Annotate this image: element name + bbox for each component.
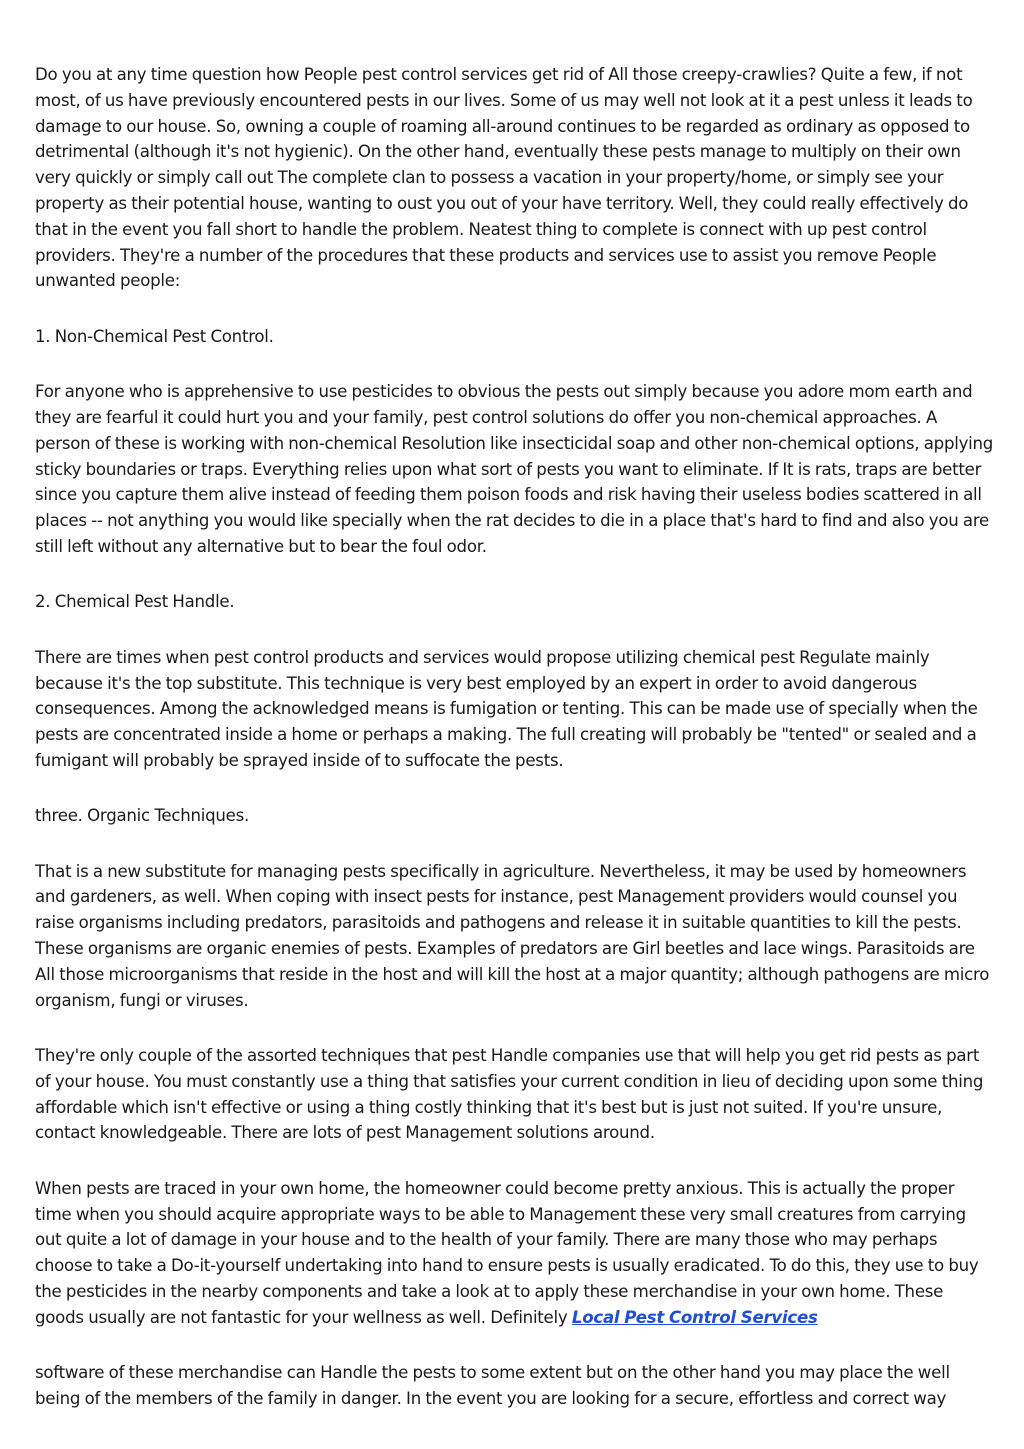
paragraph-non-chemical: For anyone who is apprehensive to use pesticides to obvious the pests out simply because you adore mom earth and they are fearful it could hurt you and your family, pest control solutions do offer you non-chemical approaches. A person of these is working with non-chemical Resolution like insecticidal soap and other non-chemical options, applying sticky boundaries or traps. Everything relies upon what sort of pests you want to eliminate. If It is rats, traps are better since you capture them alive instead of feeding them poison foods and risk having their useless bodies scattered in all places -- not anything you would like specially when the rat decides to die in a place that's hard to find and also you are still left without any alternative but to bear the foul odor. (35, 382, 994, 556)
paragraph-homeowner-text: When pests are traced in your own home, the homeowner could become pretty anxious. This is actually the proper time when you should acquire appropriate ways to be able to Management these very small creatures from carrying out quite a lot of damage in your house and to the health of your family. There are many those who may perhaps choose to take a Do-it-yourself undertaking into hand to ensure pests is usually eradicated. To do this, they use to buy the pesticides in the nearby components and take a look at to apply these merchandise in your own home. These goods usually are not fantastic for your wellness as well. Definitely (35, 1178, 979, 1327)
paragraph-homeowner (35, 1176, 995, 1331)
local-pest-control-link[interactable]: Local Pest Control Services (571, 1307, 818, 1327)
paragraph-software: software of these merchandise can Handle the pests to some extent but on the other hand you may place the well being of the members of the family in danger. In the event you are looking for a secure, effortless and correct way (35, 1363, 950, 1409)
paragraph-summary: They're only couple of the assorted techniques that pest Handle companies use that will help you get rid pests as part of your house. You must constantly use a thing that satisfies your current condition in lieu of deciding upon some thing affordable which isn't effective or using a thing costly thinking that it's best but is just not suited. If you're unsure, contact knowledgeable. There are lots of pest Management solutions around. (35, 1046, 984, 1143)
heading-organic: three. Organic Techniques. (35, 806, 250, 826)
paragraph-chemical: There are times when pest control products and services would propose utilizing chemical pest Regulate mainly because it's the top substitute. This technique is very best employed by an expert in order to avoid dangerous consequences. Among the acknowledged means is fumigation or tenting. This can be made use of specially when the pests are concentrated inside a home or perhaps a making. The full creating will probably be "tented" or sealed and a fumigant will probably be sprayed inside of to suffocate the pests. (35, 647, 978, 770)
document-body (35, 62, 995, 1441)
paragraph-intro: Do you at any time question how People pest control services get rid of All those creepy-crawlies? Quite a few, if not most, of us have previously encountered pests in our lives. Some of us may well not look at it a pest unless it leads to damage to our house. So, owning a couple of roaming all-around continues to be regarded as ordinary as opposed to detrimental (although it's not hygienic). On the other hand, eventually these pests manage to multiply on their own very quickly or simply call out The complete clan to possess a vacation in your property/home, or simply see your property as their potential house, wanting to oust you out of your have territory. Well, they could really effectively do that in the event you fall short to handle the problem. Neatest thing to complete is connect with up pest control providers. They're a number of the procedures that these products and services use to assist you remove People unwanted people: (35, 65, 973, 291)
heading-non-chemical: 1. Non-Chemical Pest Control. (35, 326, 274, 346)
paragraph-organic: That is a new substitute for managing pests specifically in agriculture. Nevertheless, it may be used by homeowners and gardeners, as well. When coping with insect pests for instance, pest Management providers would counsel you raise organisms including predators, parasitoids and pathogens and release it in suitable quantities to kill the pests. These organisms are organic enemies of pests. Examples of predators are Girl beetles and lace wings. Parasitoids are All those microorganisms that reside in the host and will kill the host at a major quantity; although pathogens are micro organism, fungi or viruses. (35, 861, 990, 1010)
heading-chemical: 2. Chemical Pest Handle. (35, 592, 235, 612)
